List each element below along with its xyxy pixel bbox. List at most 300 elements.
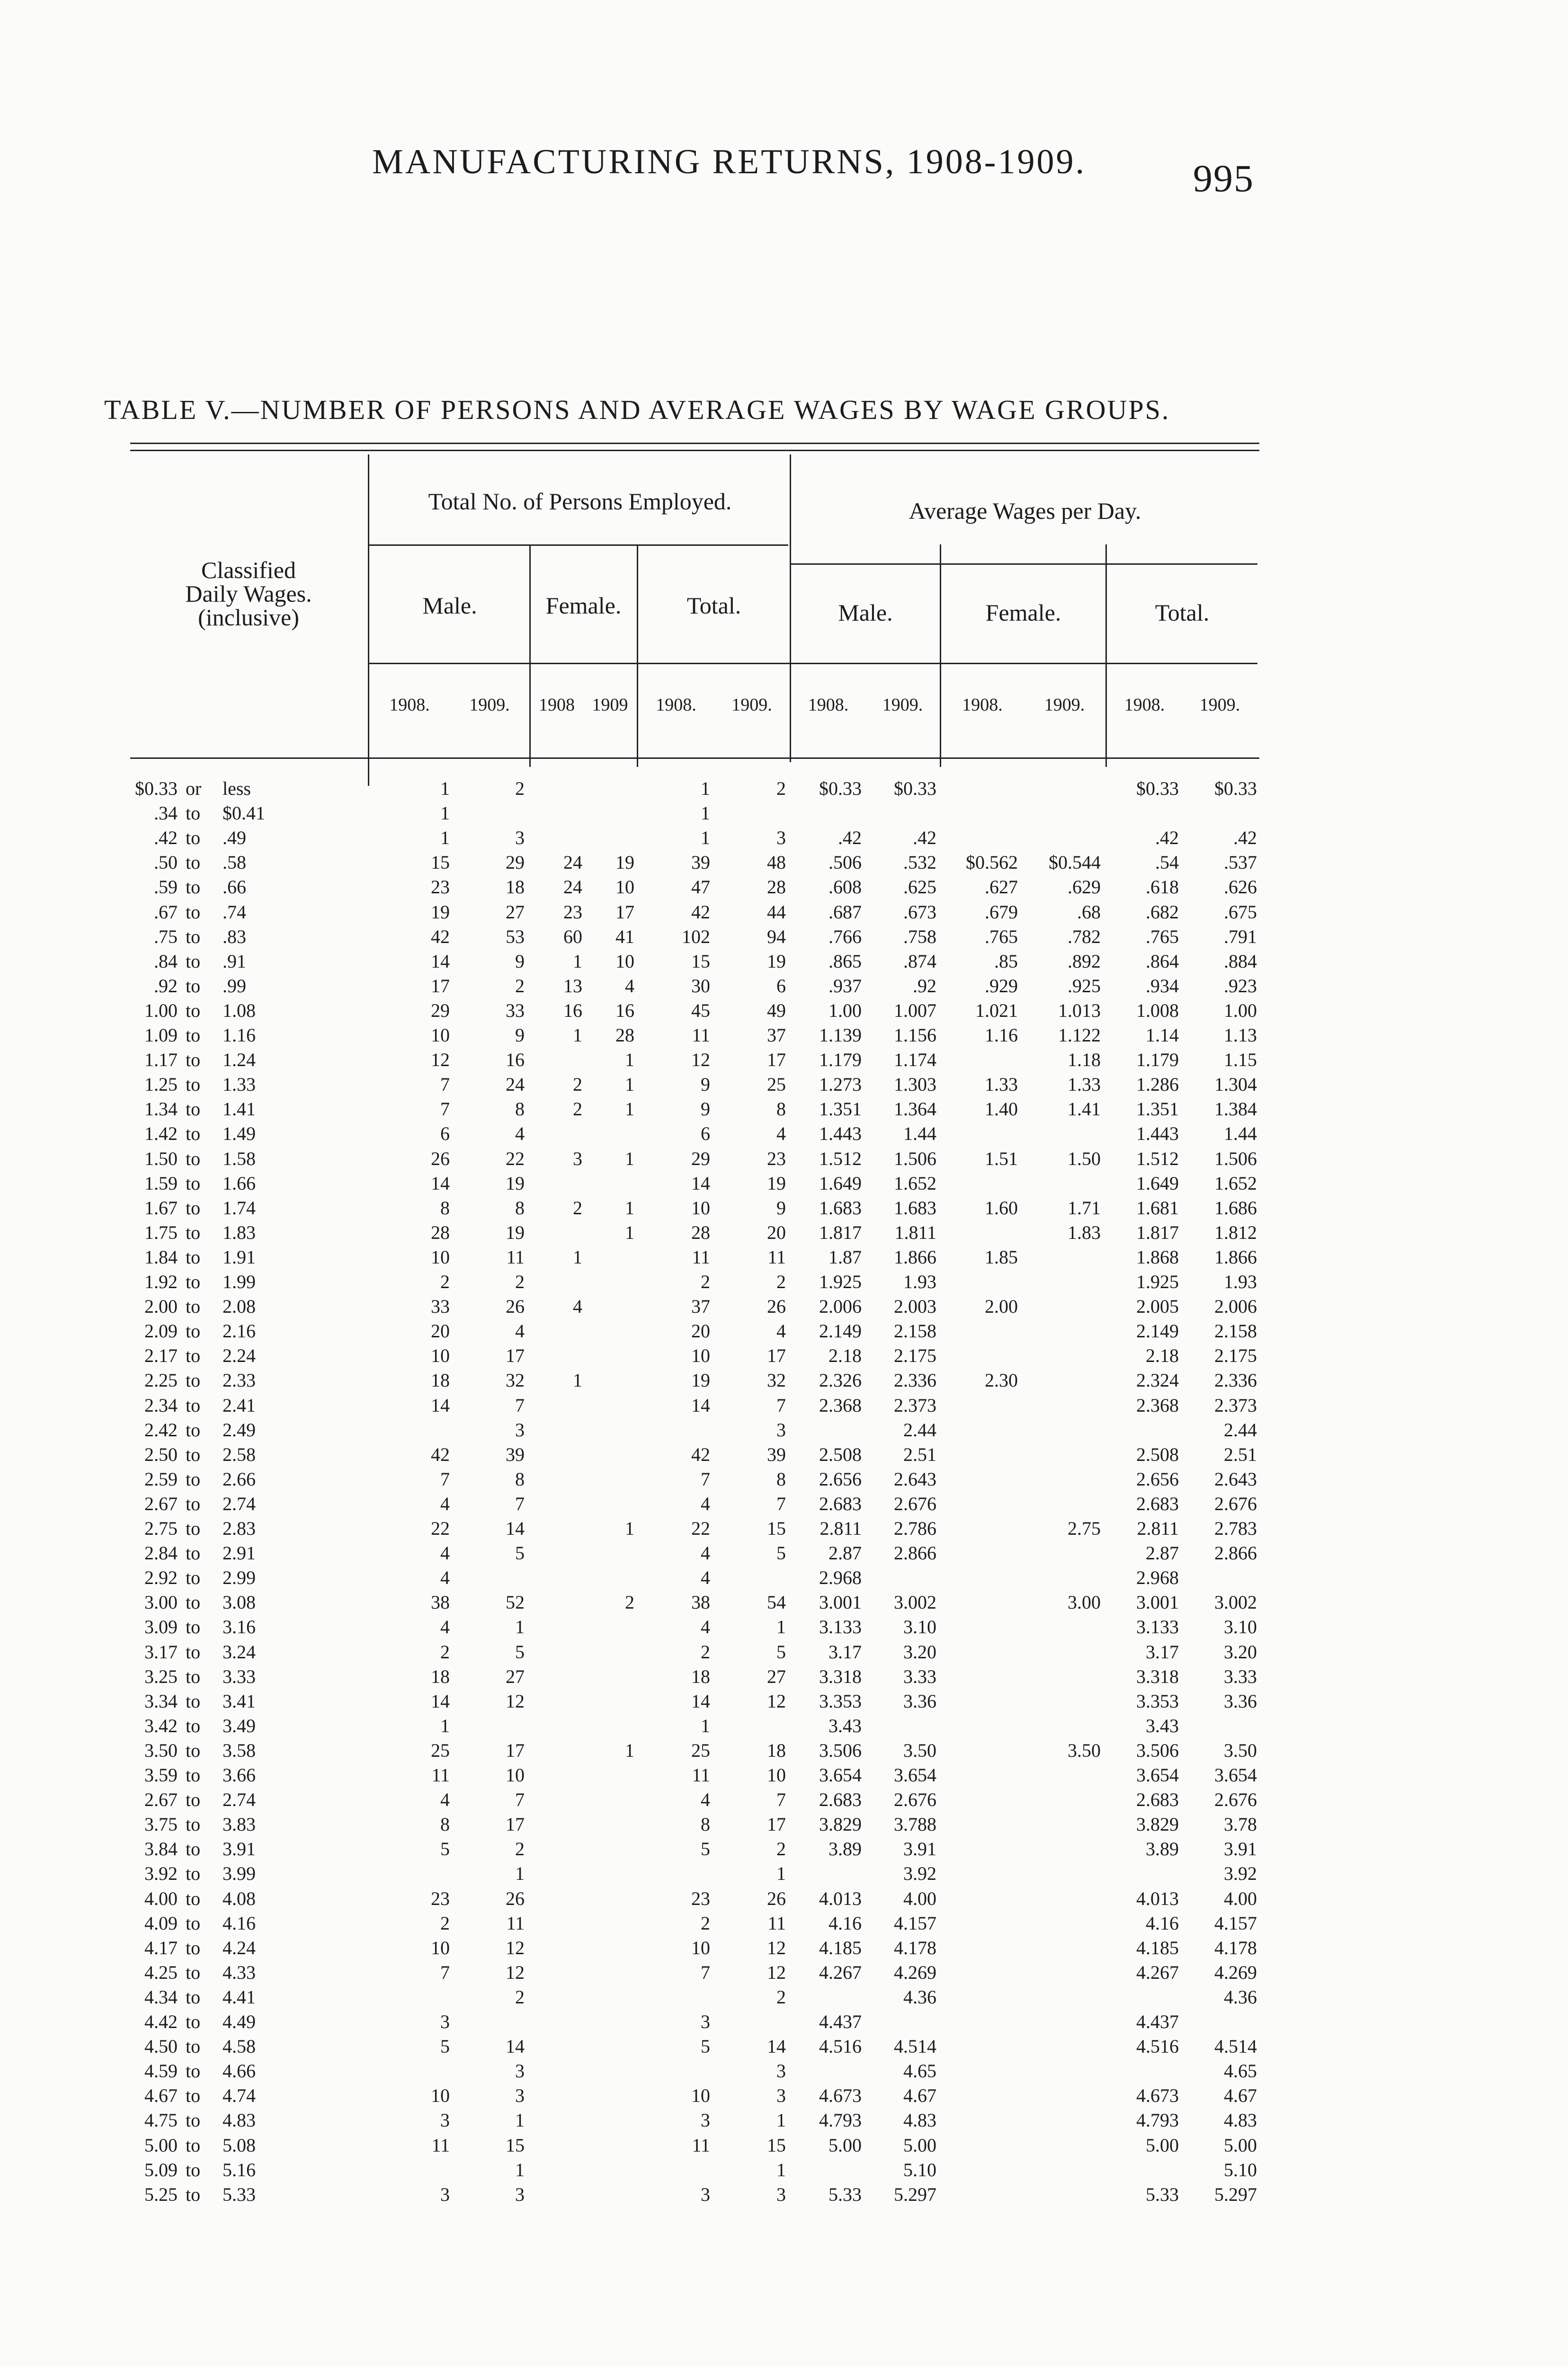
table-cell: 2.811 [820, 1518, 862, 1539]
wage-range-sep: to [186, 1542, 201, 1564]
table-cell: 2.30 [985, 1370, 1018, 1391]
wage-range-sep: to [186, 1123, 201, 1144]
wage-range-low: 2.92 [144, 1567, 178, 1588]
table-cell: 1.40 [985, 1098, 1018, 1120]
table-cell: 1.007 [894, 1000, 936, 1021]
table-cell: 1.364 [894, 1098, 936, 1120]
table-cell: 42 [691, 1444, 710, 1465]
table-cell: 5.297 [894, 2184, 936, 2205]
table-cell: 4 [776, 1320, 786, 1342]
table-cell: 4 [440, 1789, 450, 1810]
table-cell: .765 [1146, 926, 1179, 947]
table-cell: 3.20 [1224, 1641, 1257, 1663]
table-cell: 1.649 [819, 1173, 862, 1194]
table-cell: 3.10 [903, 1616, 936, 1637]
wage-range-high: 2.24 [223, 1345, 256, 1366]
year-header: 1909 [592, 695, 628, 715]
wage-range-sep: to [186, 1641, 201, 1663]
table-cell: 23 [431, 1888, 450, 1909]
table-cell: .627 [985, 876, 1018, 898]
table-cell: 37 [767, 1024, 786, 1046]
table-cell: 8 [776, 1098, 786, 1120]
table-cell: 13 [563, 975, 582, 997]
wage-range-low: 5.09 [144, 2159, 178, 2180]
wage-range-sep: to [186, 827, 201, 848]
table-cell: 2.643 [1214, 1468, 1257, 1490]
wage-range-high: 2.99 [223, 1567, 256, 1588]
wage-range-high: 3.91 [223, 1838, 256, 1860]
table-cell: 2 [440, 1913, 450, 1934]
table-cell: 1.44 [903, 1123, 936, 1144]
table-cell: 2.44 [903, 1419, 936, 1441]
table-cell: 2 [573, 1197, 582, 1219]
table-cell: 19 [767, 951, 786, 972]
wage-range-high: 1.41 [223, 1098, 256, 1120]
table-cell: 1 [515, 2159, 525, 2180]
year-header: 1908. [962, 695, 1003, 715]
wage-range-high: 1.24 [223, 1049, 256, 1070]
wage-range-low: .34 [154, 802, 178, 824]
table-cell: 5.10 [903, 2159, 936, 2180]
table-cell: 7 [515, 1395, 525, 1416]
wage-range-low: 2.67 [144, 1789, 178, 1810]
table-cell: 5.00 [1224, 2135, 1257, 2156]
wage-range-sep: to [186, 1592, 201, 1613]
wage-range-high: .49 [223, 827, 246, 848]
wage-range-high: 1.16 [223, 1024, 256, 1046]
table-cell: 32 [506, 1370, 525, 1391]
table-cell: 1.50 [1068, 1148, 1101, 1169]
table-cell: 7 [515, 1493, 525, 1514]
wage-range-sep: to [186, 1493, 201, 1514]
table-cell: 4 [440, 1493, 450, 1514]
table-cell: 7 [515, 1789, 525, 1810]
table-cell: 3.353 [1136, 1691, 1179, 1712]
wage-range-sep: to [186, 2184, 201, 2205]
table-cell: 4.673 [819, 2085, 862, 2106]
wage-range-high: 1.49 [223, 1123, 256, 1144]
table-cell: 5 [701, 2036, 710, 2057]
wage-range-low: 5.25 [144, 2184, 178, 2205]
table-cell: 4.516 [819, 2036, 862, 2057]
table-cell: .629 [1068, 876, 1101, 898]
table-cell: 4.673 [1136, 2085, 1179, 2106]
table-cell: 3 [440, 2109, 450, 2131]
table-cell: 2.866 [894, 1542, 936, 1564]
table-cell: 1.512 [819, 1148, 862, 1169]
table-cell: 14 [506, 1518, 525, 1539]
table-cell: 3.353 [819, 1691, 862, 1712]
table-cell: 10 [691, 1937, 710, 1958]
wage-range-sep: to [186, 1666, 201, 1687]
wage-range-low: 4.00 [144, 1888, 178, 1909]
table-cell: 10 [506, 1764, 525, 1786]
wage-range-low: 2.09 [144, 1320, 178, 1342]
table-cell: 3 [701, 2011, 710, 2032]
wage-range-sep: to [186, 1049, 201, 1070]
table-cell: 2 [776, 1271, 786, 1292]
table-cell: 28 [615, 1024, 634, 1046]
table-cell: 3.33 [1224, 1666, 1257, 1687]
wage-range-high: 2.83 [223, 1518, 256, 1539]
table-cell: 1.683 [894, 1197, 936, 1219]
wage-range-high: 2.41 [223, 1395, 256, 1416]
table-cell: 5.33 [829, 2184, 862, 2205]
table-cell: 52 [506, 1592, 525, 1613]
table-cell: 4.36 [903, 1986, 936, 2008]
table-cell: 23 [691, 1888, 710, 1909]
table-cell: 2.003 [894, 1296, 936, 1317]
table-cell: 5 [440, 2036, 450, 2057]
table-cell: 2.18 [829, 1345, 862, 1366]
subheader-male-wages: Male. [838, 599, 893, 626]
wage-range-low: .67 [154, 901, 178, 923]
table-cell: 7 [701, 1468, 710, 1490]
table-cell: 102 [682, 926, 710, 947]
table-cell: .682 [1146, 901, 1179, 923]
table-cell: 1.18 [1068, 1049, 1101, 1070]
wage-range-sep: to [186, 1468, 201, 1490]
table-cell: 2 [515, 778, 525, 799]
table-cell: 32 [767, 1370, 786, 1391]
table-cell: $0.33 [1136, 778, 1179, 799]
table-cell: 1 [701, 1715, 710, 1736]
table-cell: 11 [431, 2135, 450, 2156]
table-cell: 2.676 [894, 1493, 936, 1514]
wage-range-low: 4.42 [144, 2011, 178, 2032]
wage-range-high: 3.99 [223, 1863, 256, 1884]
wage-range-low: 4.75 [144, 2109, 178, 2131]
table-cell: 1.13 [1224, 1024, 1257, 1046]
wage-range-high: 1.74 [223, 1197, 256, 1219]
table-cell: 14 [431, 1691, 450, 1712]
page-number: 995 [1193, 157, 1254, 200]
table-cell: 19 [691, 1370, 710, 1391]
table-cell: 14 [431, 1395, 450, 1416]
table-cell: 4.516 [1136, 2036, 1179, 2057]
wage-range-sep: to [186, 1419, 201, 1441]
wage-range-sep: to [186, 926, 201, 947]
wage-range-sep: to [186, 1444, 201, 1465]
table-cell: 1.008 [1136, 1000, 1179, 1021]
table-cell: 7 [701, 1962, 710, 1983]
table-cell: 2.683 [819, 1789, 862, 1810]
wage-range-high: 3.83 [223, 1814, 256, 1835]
table-cell: 1.41 [1068, 1098, 1101, 1120]
table-cell: $0.544 [1049, 852, 1101, 873]
table-cell: 2.149 [1136, 1320, 1179, 1342]
table-cell: 7 [776, 1395, 786, 1416]
table-cell: 2.786 [894, 1518, 936, 1539]
wage-range-high: 2.74 [223, 1493, 256, 1514]
table-cell: 33 [431, 1296, 450, 1317]
table-cell: 3.002 [894, 1592, 936, 1613]
wage-range-low: 4.67 [144, 2085, 178, 2106]
wage-range-sep: to [186, 2085, 201, 2106]
table-cell: 1.273 [819, 1074, 862, 1095]
wage-range-high: 4.58 [223, 2036, 256, 2057]
table-cell: 3 [776, 2184, 786, 2205]
wage-range-low: 1.67 [144, 1197, 178, 1219]
table-cell: 3.43 [829, 1715, 862, 1736]
table-cell: .675 [1224, 901, 1257, 923]
table-cell: 19 [431, 901, 450, 923]
table-cell: 12 [767, 1691, 786, 1712]
table-cell: 1.812 [1214, 1222, 1257, 1243]
wage-range-high: 3.41 [223, 1691, 256, 1712]
table-cell: 12 [506, 1937, 525, 1958]
table-cell: 4.793 [819, 2109, 862, 2131]
table-cell: 2.87 [1146, 1542, 1179, 1564]
table-cell: 26 [431, 1148, 450, 1169]
year-header: 1908 [539, 695, 575, 715]
wage-range-sep: to [186, 975, 201, 997]
wage-range-low: 2.59 [144, 1468, 178, 1490]
table-cell: .608 [829, 876, 862, 898]
table-cell: 11 [431, 1764, 450, 1786]
table-cell: 1 [573, 951, 582, 972]
wage-range-high: 4.41 [223, 1986, 256, 2008]
wage-range-high: 2.58 [223, 1444, 256, 1465]
wage-range-high: 2.33 [223, 1370, 256, 1391]
table-cell: 2 [440, 1641, 450, 1663]
wage-range-low: 3.59 [144, 1764, 178, 1786]
table-cell: 1.512 [1136, 1148, 1179, 1169]
wage-range-sep: to [186, 1197, 201, 1219]
wage-range-sep: to [186, 1863, 201, 1884]
table-cell: 1.286 [1136, 1074, 1179, 1095]
table-cell: 60 [563, 926, 582, 947]
table-cell: 2.683 [1136, 1493, 1179, 1514]
table-cell: 1.868 [1136, 1246, 1179, 1268]
table-cell: 3.10 [1224, 1616, 1257, 1637]
wage-range-high: 4.83 [223, 2109, 256, 2131]
table-cell: 18 [431, 1370, 450, 1391]
wage-range-sep: to [186, 1913, 201, 1934]
wage-range-sep: to [186, 1296, 201, 1317]
wage-range-high: 4.33 [223, 1962, 256, 1983]
table-cell: 4.178 [894, 1937, 936, 1958]
table-cell: 11 [506, 1913, 525, 1934]
stub-header-line-2: Daily Wages. [185, 580, 312, 607]
table-cell: 1 [776, 2159, 786, 2180]
table-cell: 3.133 [819, 1616, 862, 1637]
table-cell: 3.788 [894, 1814, 936, 1835]
table-cell: 4.157 [894, 1913, 936, 1934]
wage-range-low: 3.25 [144, 1666, 178, 1687]
table-cell: $0.33 [1214, 778, 1257, 799]
table-cell: 4.793 [1136, 2109, 1179, 2131]
table-cell: .934 [1146, 975, 1179, 997]
table-cell: 4.437 [819, 2011, 862, 2032]
wage-range-high: .91 [223, 951, 246, 972]
table-cell: .42 [838, 827, 862, 848]
table-cell: 2 [515, 975, 525, 997]
wage-range-low: .50 [154, 852, 178, 873]
table-cell: 3.78 [1224, 1814, 1257, 1835]
wage-range-sep: to [186, 2109, 201, 2131]
wage-range-low: 4.09 [144, 1913, 178, 1934]
table-cell: 7 [440, 1468, 450, 1490]
wage-range-high: 4.49 [223, 2011, 256, 2032]
table-cell: 5 [515, 1542, 525, 1564]
table-cell: 17 [506, 1740, 525, 1761]
table-cell: 4.36 [1224, 1986, 1257, 2008]
table-cell: 10 [431, 1345, 450, 1366]
table-cell: 3 [573, 1148, 582, 1169]
table-cell: 26 [506, 1296, 525, 1317]
table-cell: 3.50 [903, 1740, 936, 1761]
table-cell: .54 [1155, 852, 1179, 873]
table-cell: 5.00 [903, 2135, 936, 2156]
table-cell: 2.968 [1136, 1567, 1179, 1588]
subheader-male-persons: Male. [422, 592, 477, 619]
wage-range-low: 4.59 [144, 2060, 178, 2082]
table-cell: 27 [506, 901, 525, 923]
wage-range-high: 2.16 [223, 1320, 256, 1342]
table-cell: 4.16 [1146, 1913, 1179, 1934]
wage-range-low: 1.25 [144, 1074, 178, 1095]
persons-group-header: Total No. of Persons Employed. [428, 488, 732, 515]
table-cell: .929 [985, 975, 1018, 997]
table-cell: 1.122 [1058, 1024, 1101, 1046]
table-cell: 10 [431, 2085, 450, 2106]
table-cell: 1.021 [975, 1000, 1018, 1021]
table-cell: 4.514 [894, 2036, 936, 2057]
table-cell: 1.351 [1136, 1098, 1179, 1120]
table-cell: 39 [767, 1444, 786, 1465]
table-cell: 2.508 [1136, 1444, 1179, 1465]
table-cell: 3 [515, 1419, 525, 1441]
table-cell: 1 [515, 1616, 525, 1637]
wage-range-high: 3.66 [223, 1764, 256, 1786]
table-cell: 10 [431, 1937, 450, 1958]
table-cell: 1.683 [819, 1197, 862, 1219]
wage-range-sep: to [186, 1962, 201, 1983]
table-cell: 10 [615, 876, 634, 898]
table-cell: 1.93 [1224, 1271, 1257, 1292]
table-cell: 37 [691, 1296, 710, 1317]
table-cell: .532 [903, 852, 936, 873]
table-cell: .884 [1224, 951, 1257, 972]
table-cell: 14 [431, 1173, 450, 1194]
wage-range-high: 3.58 [223, 1740, 256, 1761]
table-cell: 14 [506, 2036, 525, 2057]
subheader-female-wages: Female. [985, 599, 1061, 626]
table-cell: 33 [506, 1000, 525, 1021]
wage-range-sep: to [186, 1098, 201, 1120]
wage-range-high: 2.66 [223, 1468, 256, 1490]
table-cell: 28 [767, 876, 786, 898]
table-cell: 20 [431, 1320, 450, 1342]
table-cell: 26 [767, 1296, 786, 1317]
table-cell: 1.174 [894, 1049, 936, 1070]
table-cell: 5.33 [1146, 2184, 1179, 2205]
table-title: TABLE V.—NUMBER OF PERSONS AND AVERAGE WAGES BY WAGE GROUPS. [104, 394, 1170, 425]
wage-range-low: 1.00 [144, 1000, 178, 1021]
wage-range-sep: to [186, 2036, 201, 2057]
table-cell: 2.508 [819, 1444, 862, 1465]
table-cell: 2 [776, 1986, 786, 2008]
table-cell: 26 [506, 1888, 525, 1909]
table-cell: 7 [440, 1074, 450, 1095]
year-header: 1909. [1044, 695, 1085, 715]
year-header: 1909. [469, 695, 510, 715]
table-cell: 41 [615, 926, 634, 947]
table-cell: 10 [691, 1197, 710, 1219]
wage-range-high: 1.33 [223, 1074, 256, 1095]
table-cell: 5 [776, 1542, 786, 1564]
table-cell: 5.00 [829, 2135, 862, 2156]
table-cell: 1.351 [819, 1098, 862, 1120]
table-cell: .42 [1233, 827, 1257, 848]
table-cell: 1.00 [1224, 1000, 1257, 1021]
table-cell: 38 [691, 1592, 710, 1613]
table-cell: 1 [625, 1197, 634, 1219]
table-cell: 3.001 [1136, 1592, 1179, 1613]
table-cell: 28 [691, 1222, 710, 1243]
wage-range-low: 3.34 [144, 1691, 178, 1712]
table-cell: 1 [440, 1715, 450, 1736]
wage-range-sep: to [186, 876, 201, 898]
table-cell: 1.156 [894, 1024, 936, 1046]
table-cell: 27 [767, 1666, 786, 1687]
table-cell: 1 [573, 1246, 582, 1268]
wage-range-low: 1.84 [144, 1246, 178, 1268]
table-cell: 25 [767, 1074, 786, 1095]
wage-range-sep: to [186, 1271, 201, 1292]
table-cell: 11 [692, 1024, 710, 1046]
wage-range-sep: to [186, 1814, 201, 1835]
table-cell: 1.51 [985, 1148, 1018, 1169]
wage-range-low: 2.25 [144, 1370, 178, 1391]
table-cell: 19 [767, 1173, 786, 1194]
table-cell: 1.925 [819, 1271, 862, 1292]
wage-range-sep: to [186, 1740, 201, 1761]
table-cell: 4.514 [1214, 2036, 1257, 2057]
table-cell: 3.17 [1146, 1641, 1179, 1663]
table-cell: 8 [701, 1814, 710, 1835]
table-cell: 42 [431, 926, 450, 947]
table-cell: 5 [440, 1838, 450, 1860]
table-cell: 18 [506, 876, 525, 898]
wage-range-high: 3.16 [223, 1616, 256, 1637]
wage-range-high: 4.16 [223, 1913, 256, 1934]
table-cell: 2.676 [1214, 1493, 1257, 1514]
wage-range-high: 3.24 [223, 1641, 256, 1663]
table-cell: 1 [776, 1863, 786, 1884]
wage-range-low: 3.17 [144, 1641, 178, 1663]
table-cell: 3.318 [1136, 1666, 1179, 1687]
wage-range-low: 4.34 [144, 1986, 178, 2008]
table-cell: 1.817 [819, 1222, 862, 1243]
table-cell: .68 [1077, 901, 1101, 923]
table-cell: 1.866 [894, 1246, 936, 1268]
wage-range-sep: or [186, 778, 202, 799]
table-cell: 1 [625, 1740, 634, 1761]
table-cell: 3.002 [1214, 1592, 1257, 1613]
table-cell: 4 [440, 1542, 450, 1564]
table-cell: 4 [440, 1567, 450, 1588]
table-cell: 2.75 [1068, 1518, 1101, 1539]
wage-range-sep: to [186, 1320, 201, 1342]
table-cell: 3.318 [819, 1666, 862, 1687]
table-cell: .758 [903, 926, 936, 947]
wage-range-sep: to [186, 1616, 201, 1637]
table-cell: 2.676 [1214, 1789, 1257, 1810]
table-cell: .937 [829, 975, 862, 997]
table-cell: 2.18 [1146, 1345, 1179, 1366]
